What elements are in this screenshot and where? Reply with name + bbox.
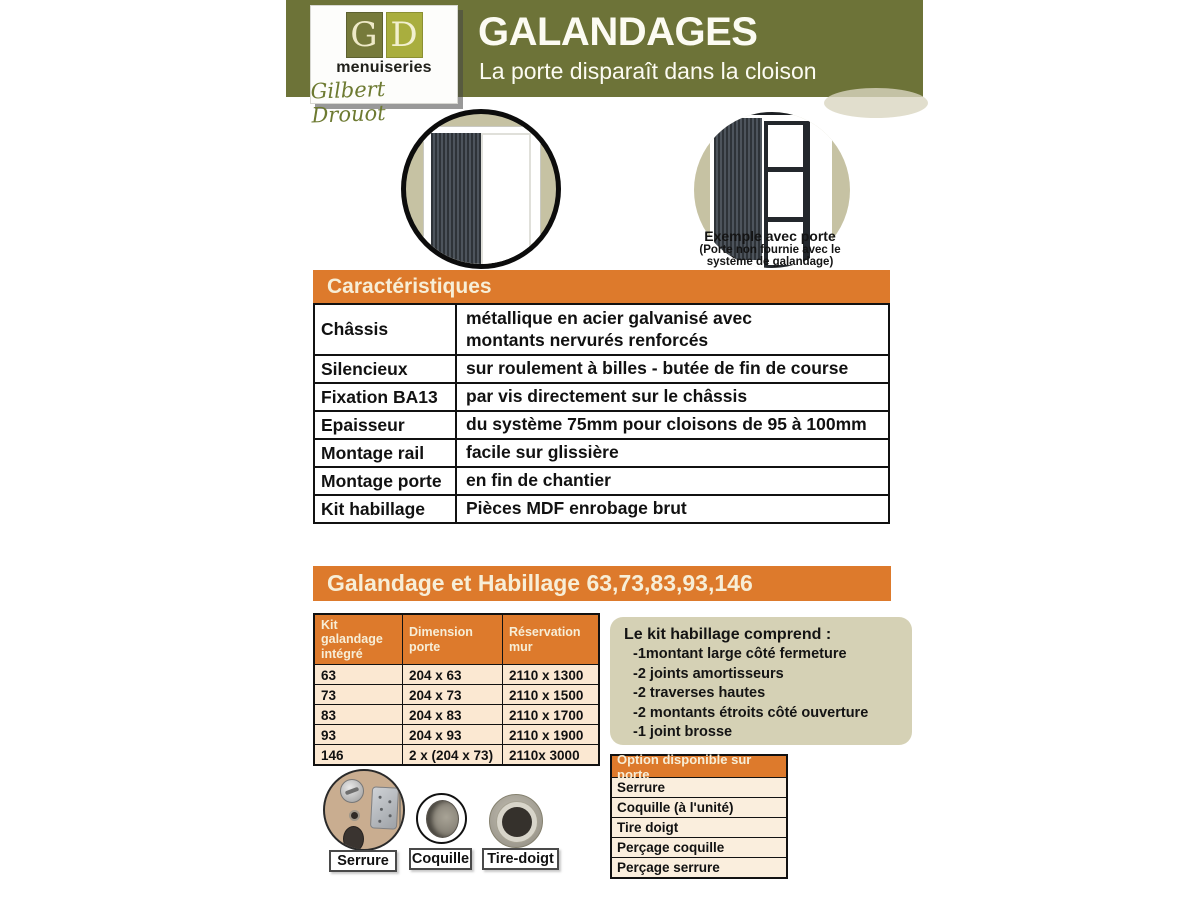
section-header-galandage: Galandage et Habillage 63,73,83,93,146 (313, 566, 891, 601)
spec-label: Silencieux (315, 356, 457, 382)
list-item: -1montant large côté fermeture (633, 646, 847, 662)
cell: 2110 x 1700 (509, 707, 584, 723)
table-row: Perçage serrure (612, 857, 786, 877)
table-row (315, 704, 598, 724)
door-opening-graphic (481, 133, 531, 267)
cell: 73 (315, 685, 403, 704)
bore-hole-graphic (349, 810, 360, 821)
table-row (315, 438, 888, 466)
list-item: -2 joints amortisseurs (633, 665, 784, 682)
spec-value: du système 75mm pour cloisons de 95 à 100mm (466, 414, 867, 435)
brand-logo (310, 5, 458, 128)
cell: 204 x 73 (403, 685, 503, 704)
list-item: -2 traverses hautes (633, 685, 766, 701)
cell: 204 x 83 (403, 705, 503, 724)
section-header-caracteristiques: Caractéristiques (313, 270, 890, 303)
spec-value (457, 305, 888, 354)
spec-value: sur roulement à billes - butée de fin de course (466, 358, 849, 379)
finger-pull-center-graphic (502, 807, 532, 837)
spec-value: facile sur glissière (466, 442, 619, 463)
spec-value: Pièces MDF enrobage brut (466, 498, 687, 519)
list-item: -2 montants étroits côté ouverture (633, 704, 869, 721)
caracteristiques-table (313, 303, 890, 524)
list-item: -1 joint brosse (633, 724, 733, 740)
table-row (315, 744, 598, 764)
spec-label: Epaisseur (315, 412, 457, 438)
flush-pull-recess-graphic (426, 800, 459, 838)
spec-value: en fin de chantier (466, 470, 611, 491)
kit-box-title: Le kit habillage comprend : (624, 626, 832, 643)
table-row (315, 305, 888, 354)
hero-caption (686, 229, 854, 269)
door-rail-graphic (768, 167, 803, 172)
table-row (315, 354, 888, 382)
cell: 2110 x 1300 (509, 667, 584, 683)
lock-photo (323, 769, 405, 851)
options-table-header: Option disponible sur porte (612, 756, 786, 777)
brand-menuiseries-text: menuiseries (336, 59, 432, 76)
pocket-door-open-illustration (401, 109, 561, 269)
cell: 63 (315, 665, 403, 684)
spec-label: Châssis (315, 305, 457, 354)
brand-signature: Gilbert Drouot (310, 76, 386, 128)
hardware-label-tiredoigt: Tire-doigt (482, 848, 559, 870)
cell: 2110x 3000 (509, 747, 580, 763)
kit-habillage-box (610, 617, 912, 745)
strike-plate-graphic (370, 786, 399, 829)
header-band-curve-decoration (824, 88, 928, 118)
hardware-label-coquille: Coquille (409, 848, 472, 870)
table-row: Tire doigt (612, 817, 786, 837)
cell: 2 x (204 x 73) (403, 745, 503, 764)
hero-caption-title: Exemple avec porte (704, 228, 836, 244)
logo-letter-d: D (386, 12, 423, 58)
brand-logo-monogram (346, 12, 423, 58)
pocket-panel-graphic (431, 133, 481, 267)
spec-label: Montage rail (315, 440, 457, 466)
door-frame-graphic (423, 126, 541, 269)
spec-value-line2: montants nervurés renforcés (466, 329, 709, 350)
door-edge-graphic (399, 771, 401, 851)
door-rail-graphic (768, 217, 803, 222)
page-title: GALANDAGES (478, 10, 758, 54)
table-row (315, 684, 598, 704)
hero-caption-line2: système de galandage) (706, 256, 834, 269)
flush-pull-photo (416, 793, 467, 844)
cell: 2110 x 1500 (509, 687, 584, 703)
table-row (315, 664, 598, 684)
page-subtitle: La porte disparaît dans la cloison (479, 58, 817, 84)
finger-pull-photo (489, 794, 543, 848)
thumbturn-knob-graphic (340, 779, 364, 803)
table-header-row (315, 615, 598, 664)
spec-label: Kit habillage (315, 496, 457, 522)
logo-letter-g: G (346, 12, 383, 58)
cell: 204 x 93 (403, 725, 503, 744)
spec-value: par vis directement sur le châssis (466, 386, 748, 407)
table-row (315, 410, 888, 438)
column-header: Dimension porte (403, 615, 503, 664)
cell: 2110 x 1900 (509, 727, 584, 743)
hero-caption-line1: (Porte non fournie avec le (699, 244, 841, 257)
cell: 93 (315, 725, 403, 744)
spec-label: Fixation BA13 (315, 384, 457, 410)
keyhole-escutcheon-graphic (343, 826, 364, 851)
table-row: Perçage coquille (612, 837, 786, 857)
table-row: Coquille (à l'unité) (612, 797, 786, 817)
table-row (315, 724, 598, 744)
kit-dimensions-table (313, 613, 600, 766)
cell: 146 (315, 745, 403, 764)
spec-label: Montage porte (315, 468, 457, 494)
hardware-label-serrure: Serrure (329, 850, 397, 872)
options-table (610, 751, 788, 879)
cell: 204 x 63 (403, 665, 503, 684)
table-row (315, 494, 888, 522)
table-row (315, 466, 888, 494)
column-header: Kit galandage intégré (315, 615, 403, 664)
spec-value-line1: métallique en acier galvanisé avec (466, 307, 752, 328)
table-row: Serrure (612, 777, 786, 797)
column-header: Réservation mur (509, 625, 581, 654)
cell: 83 (315, 705, 403, 724)
table-row (315, 382, 888, 410)
